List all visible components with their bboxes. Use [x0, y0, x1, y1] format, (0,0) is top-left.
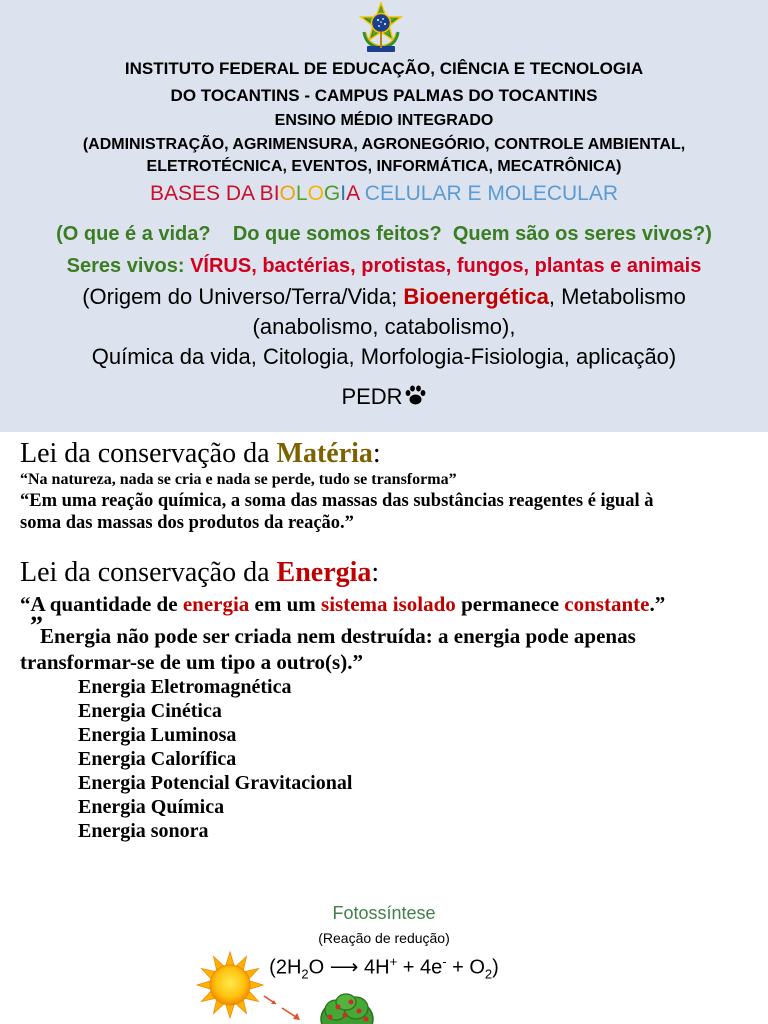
- equation-subscript: 2: [301, 966, 309, 982]
- energy-type-item: Energia Calorífica: [78, 748, 237, 770]
- tree-icon: [318, 993, 376, 1024]
- reaction-arrow: ⟶: [329, 956, 359, 979]
- equation-part: + 4e: [397, 956, 443, 979]
- photosynthesis-subtitle: (Reação de redução): [318, 930, 450, 946]
- subject-segment: G: [323, 182, 341, 205]
- photosynthesis-equation: [0, 955, 768, 983]
- energy-definition-line-1: Energia não pode ser criada nem destruída: a energia pode apenas: [40, 624, 636, 648]
- author-name: PEDR: [341, 384, 403, 409]
- header-panel: [0, 0, 768, 432]
- energy-type-item: Energia Cinética: [78, 700, 222, 722]
- pawprint-icon: [403, 384, 427, 408]
- topics-text: , Metabolismo: [548, 284, 686, 309]
- matter-statement-line-2: soma das massas dos produtos da reação.”: [20, 513, 354, 533]
- brazil-coat-of-arms-icon: [358, 2, 404, 54]
- energy-statement-highlight: sistema isolado: [321, 592, 456, 616]
- subject-title: [0, 182, 768, 206]
- living-beings-label: Seres vivos:: [66, 255, 191, 277]
- matter-law-keyword: Matéria: [276, 438, 373, 469]
- course-line: ENSINO MÉDIO INTEGRADO: [274, 112, 494, 129]
- equation-subscript: 2: [484, 966, 493, 982]
- topics-highlight: Bioenergética: [403, 284, 549, 309]
- subject-segment: L: [295, 182, 308, 205]
- guiding-questions: (O que é a vida? Do que somos feitos? Quem são os seres vivos?): [56, 223, 712, 245]
- equation-part: ): [492, 956, 499, 979]
- equation-part: 4H: [358, 956, 390, 979]
- energy-statement: [20, 592, 665, 616]
- lavoisier-quote: “Na natureza, nada se cria e nada se perde, tudo se transforma”: [20, 471, 457, 488]
- equation-part: O: [308, 956, 330, 979]
- subject-segment: O: [307, 182, 324, 205]
- subject-segment: CELULAR E MOLECULAR: [358, 182, 619, 205]
- subject-segment: BASES DA BI: [149, 182, 280, 205]
- matter-law-title-suffix: :: [372, 438, 381, 469]
- matter-law-title-prefix: Lei da conservação da: [20, 438, 277, 469]
- energy-law-title: [20, 557, 379, 589]
- sun-icon: [196, 951, 264, 1019]
- matter-law-title: [20, 438, 381, 470]
- living-beings-list: VÍRUS, bactérias, protistas, fungos, plantas e animais: [190, 255, 702, 277]
- subject-segment: O: [279, 182, 296, 205]
- topics-text: (Origem do Universo/Terra/Vida;: [82, 284, 404, 309]
- energy-type-item: Energia Eletromagnética: [78, 676, 292, 698]
- living-beings-line: [0, 255, 768, 278]
- institution-line-2: DO TOCANTINS - CAMPUS PALMAS DO TOCANTINS: [170, 86, 598, 105]
- programs-line-2: ELETROTÉCNICA, EVENTOS, INFORMÁTICA, MECATRÔNICA): [146, 158, 622, 175]
- energy-statement-highlight: constante: [564, 592, 650, 616]
- energy-statement-text: “A quantidade de: [20, 592, 183, 616]
- subject-segment: A: [346, 182, 359, 205]
- equation-part: (2H: [269, 956, 302, 979]
- topics-line-1: [0, 284, 768, 309]
- energy-type-item: Energia Química: [78, 796, 225, 818]
- energy-type-item: Energia Luminosa: [78, 724, 237, 746]
- energy-type-item: Energia sonora: [78, 820, 209, 842]
- subject-segment: I: [340, 182, 347, 205]
- equation-superscript: -: [442, 954, 447, 969]
- matter-statement-line-1: “Em uma reação química, a soma das massas das substâncias reagentes é igual à: [20, 491, 654, 511]
- energy-type-item: Energia Potencial Gravitacional: [78, 772, 353, 794]
- programs-line-1: (ADMINISTRAÇÃO, AGRIMENSURA, AGRONEGÓRIO, CONTROLE AMBIENTAL,: [82, 136, 686, 153]
- energy-statement-text: permanece: [455, 592, 565, 616]
- arrow-icon: [262, 993, 306, 1023]
- equation-superscript: +: [389, 954, 398, 969]
- energy-statement-text: .”: [649, 592, 666, 616]
- photosynthesis-title: Fotossíntese: [332, 903, 436, 923]
- energy-statement-text: em um: [249, 592, 322, 616]
- author-signature: [0, 384, 768, 409]
- energy-law-title-suffix: :: [371, 557, 380, 588]
- energy-statement-highlight: energia: [182, 592, 250, 616]
- topics-line-3: Química da vida, Citologia, Morfologia-Fisiologia, aplicação): [91, 344, 677, 369]
- energy-law-keyword: Energia: [276, 557, 372, 588]
- topics-line-2: (anabolismo, catabolismo),: [252, 314, 516, 339]
- definition-quote-mark: ”: [30, 611, 43, 640]
- equation-part: + O: [446, 956, 485, 979]
- energy-definition-line-2: transformar-se de um tipo a outro(s).”: [20, 650, 363, 674]
- energy-types-list: [78, 675, 352, 843]
- energy-law-title-prefix: Lei da conservação da: [20, 557, 277, 588]
- institution-line-1: INSTITUTO FEDERAL DE EDUCAÇÃO, CIÊNCIA E TECNOLOGIA: [124, 59, 644, 78]
